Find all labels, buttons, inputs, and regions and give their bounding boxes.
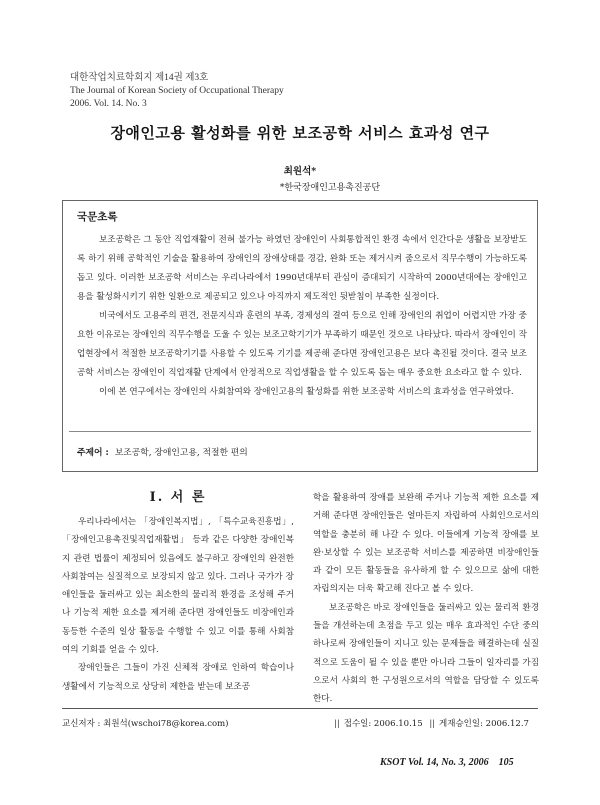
running-footer [380,757,514,768]
body-paragraph: 우리나라에서는 「장애인복지법」, 「특수교육진흥법」, 「장애인고용촉진및직업재활법」 등과 같은 다양한 장애인복지 관련 법률이 제정되어 있음에도 불구하고 장애인의 완전한 사회참여는 실질적으로 보장되지 않고 있다. 그러나 국가가 장애인들을 둘러싸고 있는 최소한의 물리적 환경을 조성해 주거나 기능적 제한 요소를 제거해 준다면 장애인들도 비장애인과 동등한 수준의 일상 활동을 수행할 수 있고 이를 통해 사회참여의 기회를 얻을 수 있다. [62,517,294,656]
keywords [77,445,248,458]
paper-title: 장애인고용 활성화를 위한 보조공학 서비스 효과성 연구 [110,124,490,142]
journal-header [70,72,284,111]
paper-author: 최원석* [283,166,317,177]
abstract-paragraph: 비국에서도 고용주의 편견, 전문지식과 훈련의 부족, 경제성의 결여 등으로 인해 장애인의 취업이 어렵지만 가장 중요한 이유로는 장애인의 직무수행을 도울 수 있는 보조고학기기가 부족하기 때문인 것으로 나타났다. 따라서 장애인이 작업현장에서 적절한 보조공학기기를 사용할 수 있도록 기기를 제공해 준다면 장애인고용은 보다 촉진될 것이다. 결국 보조공학 서비스는 장애인이 직업재활 단계에서 안정적으로 직업생활을 할 수 있도록 돕는 매우 중요한 요소라고 할 수 있다. [77,311,527,378]
abstract-body [77,231,527,402]
body-column-right [313,489,539,709]
body-column-left [62,513,294,696]
keywords-list: 보조공학, 장애인고용, 적절한 편의 [114,448,248,458]
journal-name-english: The Journal of Korean Society of Occupational Therapy [70,86,284,96]
author-affiliation: *한국장애인고용촉진공단 [279,183,381,193]
abstract-paragraph: 이에 본 연구에서는 장애인의 사회참여와 장애인고용의 활성화를 위한 보조공학 서비스의 효과성을 연구하였다. [99,387,514,397]
keywords-label: 주제어 : [77,448,109,458]
abstract-paragraph: 보조공학은 그 동안 직업재활이 전혀 불가능 하였던 장애인이 사회통합적인 환경 속에서 인간다운 생활을 보장받도록 하기 위해 공학적인 기술을 활용하여 장애인의 장애상태를 경감, 완화 또는 제거시켜 줌으로서 직무수행이 가능하도록 돕고 있다. 이러한 보조공학 서비스는 우리나라에서 1990년대부터 관심이 증대되기 시작하여 2000년대에는 장애인고용을 활성화시키기 위한 일환으로 제공되고 있으나 아직까지 제도적인 뒷받침이 부족한 실정이다. [77,235,527,302]
abstract-box [62,200,538,472]
footnote-divider [62,708,538,709]
journal-name-korean: 대한작업치료학회지 제14권 제3호 [70,73,209,83]
accepted-date: 게재승인일: 2006.12.7 [439,719,529,729]
corresponding-author: 교신저자 : 최원석(wschoi78@korea.com) [62,719,229,729]
body-paragraph: 장애인들은 그들이 가진 신체적 장애로 인하여 학습이나 생활에서 기능적으로 상당히 제한을 받는데 보조공 [62,663,294,692]
submission-dates: || 접수일: 2006.10.15 || 게재승인일: 2006.12.7 [334,719,529,729]
body-paragraph: 보조공학은 바로 장애인들을 둘러싸고 있는 물리적 환경들을 개선하는데 초점을 두고 있는 매우 효과적인 수단 중의 하나로써 장애인들이 지니고 있는 문제들을 해결하는데 실질적으로 도움이 될 수 있을 뿐만 아니라 그들이 일자리를 가짐으로서 사회의 한 구성원으로서의 역할을 담당할 수 있도록 한다. [313,602,539,705]
page-number: 105 [498,757,514,768]
abstract-heading: 국문초록 [77,211,118,223]
journal-issue: 2006. Vol. 14. No. 3 [70,99,147,109]
running-head: KSOT Vol. 14, No. 3, 2006 [380,757,489,768]
received-date: 접수일: 2006.10.15 [343,719,423,729]
body-paragraph: 학을 활용하여 장애를 보완해 주거나 기능적 제한 요소를 제거해 준다면 장애인들은 얼마든지 자립하여 사회인으로서의 역할을 충분히 해 나갈 수 있다. 이들에게 기능적 장애를 보완·보상할 수 있는 보조공학 서비스를 제공하면 비장애인들과 같이 모든 활동들을 유사하게 할 수 있으므로 삶에 대한 자립의지는 더욱 확고해 진다고 볼 수 있다. [313,493,539,595]
keywords-divider [69,431,531,432]
section-title-introduction: Ⅰ. 서 론 [149,490,207,505]
